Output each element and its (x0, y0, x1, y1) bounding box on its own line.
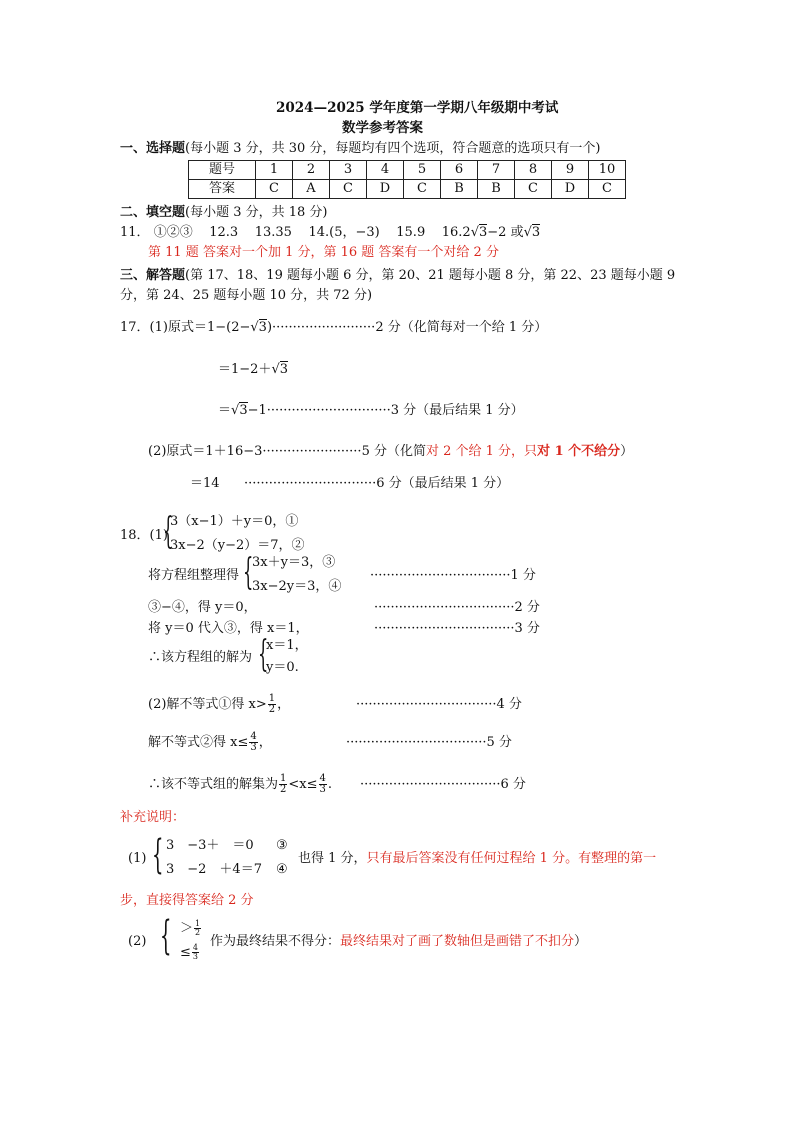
q17-text: ＝14 (190, 476, 220, 491)
q17-line2: ＝1−2＋√3 (218, 362, 289, 377)
q18-text: 解不等式②得 x≤ (148, 735, 249, 750)
answer-16: 16.2√3−2 或√3 (441, 225, 541, 240)
section2-heading: 二、填空题 (120, 205, 186, 220)
supp2-ineq2 (180, 942, 200, 964)
supp2-text (210, 934, 587, 950)
supp2-red: 最终结果对了画了数轴但是画错了不扣分 (340, 934, 575, 949)
supp2-label: (2) (128, 934, 147, 949)
table-cell: D (367, 180, 404, 199)
fraction (194, 920, 201, 937)
answer-11: ①②③ (153, 225, 193, 240)
supp1-black: 也得 1 分， (298, 851, 367, 866)
q18-step3: 将 y＝0 代入③，得 x＝1， (148, 621, 309, 636)
q18-eq2: 3x−2（y−2）＝7，② (170, 538, 305, 553)
fill-answers-line (120, 225, 540, 241)
q17-line5-score: ································6 分（最后结果 1 分） (244, 476, 510, 491)
table-cell: B (441, 180, 478, 199)
q17-line4 (148, 444, 633, 460)
table-row (189, 180, 626, 199)
table-cell: A (293, 180, 330, 199)
fraction (319, 774, 327, 795)
q18-part2-line3 (148, 772, 332, 798)
q18-eq3: 3x＋y＝3，③ (252, 555, 336, 570)
q18-label: 18．(1) (120, 528, 168, 543)
numerator: 4 (319, 773, 326, 784)
numerator: 4 (192, 943, 198, 952)
table-cell: 9 (552, 161, 589, 180)
brace-icon: { (160, 913, 172, 959)
denominator: 3 (192, 952, 198, 961)
table-row (189, 161, 626, 180)
q17-text: )·························2 分（化简每对一个给 1 分） (266, 320, 548, 335)
fraction (192, 944, 199, 961)
fraction (268, 694, 276, 715)
denominator: 3 (250, 742, 257, 753)
brace-icon: { (152, 832, 164, 878)
q18-score2: ··································2 分 (374, 600, 540, 615)
q18-eq1: 3（x−1）＋y＝0，① (170, 514, 299, 529)
supp1-eq1: 3 −3＋ ＝0 (166, 838, 254, 853)
q18-score1: ··································1 分 (370, 568, 536, 583)
answer-12: 12.3 (209, 225, 239, 240)
table-cell: C (515, 180, 552, 199)
supp1-red: 只有最后答案没有任何过程给 1 分。有整理的第一 (366, 851, 657, 866)
q17-text: −1······························3 分（最后结果 1 分） (247, 403, 524, 418)
page-subtitle: 数学参考答案 (342, 120, 423, 136)
supp2-symbol: ＞ (180, 921, 194, 936)
q17-line5 (190, 476, 220, 492)
table-cell: C (256, 180, 293, 199)
brace-icon: { (243, 552, 254, 593)
denominator: 2 (268, 704, 276, 715)
line-prefix: 11． (120, 225, 150, 240)
q17-text: 17．(1)原式＝1−(2− (120, 320, 251, 335)
supp-heading: 补充说明： (120, 810, 186, 825)
brace-icon: { (258, 634, 269, 675)
supp1-text (298, 851, 656, 867)
supp2-ineq1 (180, 918, 202, 940)
answer-16-mid: −2 或 (487, 225, 524, 240)
section2-line (120, 205, 328, 221)
numerator: 1 (268, 693, 276, 704)
table-cell: B (478, 180, 515, 199)
page-title: 2024—2025 学年度第一学期八年级期中考试 (276, 100, 559, 116)
table-cell: C (589, 180, 626, 199)
answer-table (188, 160, 626, 199)
radicand: 3 (531, 225, 541, 240)
q17-red-note: 对 2 个给 1 分，只 (425, 444, 538, 459)
numerator: 4 (250, 731, 257, 742)
table-cell: 题号 (189, 161, 256, 180)
section3-desc2: 分，第 24、25 题每小题 10 分，共 72 分) (120, 288, 373, 303)
table-cell: 1 (256, 161, 293, 180)
supp1-eq2: 3 −2 ＋4＝7 (166, 862, 262, 877)
radicand: 3 (258, 320, 267, 335)
q18-step2: ③−④，得 y＝0， (148, 600, 257, 615)
section2-note: 第 11 题 答案对一个加 1 分，第 16 题 答案有一个对给 2 分 (148, 245, 499, 260)
denominator: 2 (280, 784, 287, 795)
answer-16-prefix: 16.2 (441, 225, 471, 240)
radicand: 3 (279, 362, 289, 377)
answer-15: 15.9 (396, 225, 426, 240)
q17-text: ＝ (218, 403, 232, 418)
q18-score3: ··································3 分 (374, 621, 540, 636)
table-cell: 3 (330, 161, 367, 180)
q17-red-note-bold: 对 1 个不给分 (537, 444, 621, 459)
table-cell: 8 (515, 161, 552, 180)
table-cell: C (404, 180, 441, 199)
table-cell: 5 (404, 161, 441, 180)
supp1-eq1-mark: ③ (276, 838, 288, 853)
answer-13: 13.35 (254, 225, 292, 240)
section3-desc1: (第 17、18、19 题每小题 6 分，第 20、21 题每小题 8 分，第 22、23 题每小题 9 (185, 268, 676, 283)
supp1-label: (1) (128, 851, 147, 866)
table-cell: 4 (367, 161, 404, 180)
denominator: 3 (319, 784, 326, 795)
table-cell: 6 (441, 161, 478, 180)
supp1-eq2-mark: ④ (276, 862, 288, 877)
q18-eq4: 3x−2y＝3，④ (252, 579, 342, 594)
q18-text: ， (277, 697, 291, 712)
denominator: 2 (195, 928, 201, 937)
q18-text: <x≤ (288, 777, 318, 792)
table-cell: 答案 (189, 180, 256, 199)
answer-14: 14.(5，−3) (308, 225, 380, 240)
q18-text: ∴该不等式组的解集为 (148, 777, 279, 792)
q18-sol1: x＝1， (266, 638, 308, 653)
supp2-end: ） (574, 934, 588, 949)
q18-part2-line2 (148, 730, 272, 756)
table-cell: D (552, 180, 589, 199)
q18-solution-label: ∴该方程组的解为 (148, 650, 253, 665)
q18-text: (2)解不等式①得 x> (148, 697, 267, 712)
table-cell: 2 (293, 161, 330, 180)
q17-text: (2)原式＝1＋16−3························5 分（化简 (148, 444, 426, 459)
section1-line (120, 141, 601, 157)
table-cell: 10 (589, 161, 626, 180)
section1-heading: 一、选择题 (120, 141, 186, 156)
q17-line3: ＝√3−1······························3 分（最后结果 1 分） (218, 403, 524, 418)
q17-line1: 17．(1)原式＝1−(2−√3)·························2 分（化简每对一个给 1 分） (120, 320, 548, 335)
table-cell: 7 (478, 161, 515, 180)
numerator: 1 (280, 773, 287, 784)
q17-text: ） (620, 444, 634, 459)
brace-icon: { (163, 511, 174, 552)
q18-text: . (327, 777, 333, 792)
radicand: 3 (479, 225, 488, 240)
table-cell: C (330, 180, 367, 199)
fraction (279, 774, 287, 795)
q18-sol2: y＝0. (266, 660, 299, 675)
q18-score5: ··································5 分 (346, 735, 512, 750)
q18-text: ， (258, 735, 272, 750)
section1-desc: (每小题 3 分，共 30 分，每题均有四个选项，符合题意的选项只有一个) (185, 141, 601, 156)
supp1-red2: 步，直接得答案给 2 分 (120, 893, 254, 908)
supp2-symbol: ≤ (180, 945, 191, 960)
radicand: 3 (239, 403, 248, 418)
section3-heading: 三、解答题 (120, 268, 186, 283)
q18-score6: ··································6 分 (360, 777, 526, 792)
fraction (249, 732, 257, 753)
q17-text: ＝1−2＋ (218, 362, 272, 377)
q18-part2-line1 (148, 692, 290, 718)
q18-arrange-label: 将方程组整理得 (148, 568, 240, 583)
q18-score4: ··································4 分 (356, 697, 522, 712)
supp2-black: 作为最终结果不得分： (210, 934, 341, 949)
section3-line1 (120, 268, 675, 284)
numerator: 1 (195, 919, 201, 928)
section2-desc: (每小题 3 分，共 18 分) (185, 205, 328, 220)
